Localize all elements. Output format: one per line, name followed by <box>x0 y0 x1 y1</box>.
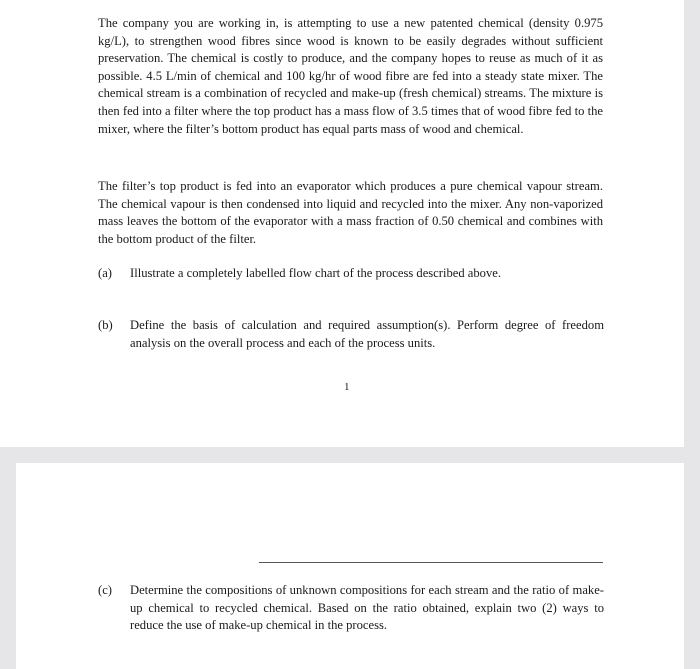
question-c-label: (c) <box>98 583 112 597</box>
question-a-text: Illustrate a completely labelled flow chart of the process described above. <box>130 266 502 280</box>
question-a-label: (a) <box>98 266 112 280</box>
question-c <box>98 582 604 635</box>
question-c-text: Determine the compositions of unknown compositions for each stream and the ratio of make-up chemical to recycled chemical. Based on the ratio obtained, explain two (2) ways to reduce the use of make-up chemical in the process. <box>130 583 604 633</box>
problem-paragraph-1: The company you are working in, is attempting to use a new patented chemical (density 0.975 kg/L), to strengthen wood fibres since wood is known to be easily degrades without sufficient preservation. The chemical is costly to produce, and the company hopes to reuse as much of it as possible. 4.5 L/min of chemical and 100 kg/hr of wood fibre are fed into a steady state mixer. The chemical stream is a combination of recycled and make-up (fresh chemical) streams. The mixture is then fed into a filter where the top product has a mass flow of 3.5 times that of wood fibre fed to the mixer, where the filter’s bottom product has equal parts mass of wood and chemical. <box>98 16 603 136</box>
page-number: 1 <box>344 381 350 393</box>
question-b-text: Define the basis of calculation and required assumption(s). Perform degree of freedom analysis on the overall process and each of the process units. <box>130 318 604 350</box>
question-a <box>98 265 604 283</box>
question-b <box>98 317 604 352</box>
page-2 <box>16 463 684 669</box>
question-b-label: (b) <box>98 318 113 332</box>
divider-line <box>259 562 603 563</box>
problem-paragraph-2: The filter’s top product is fed into an evaporator which produces a pure chemical vapour stream. The chemical vapour is then condensed into liquid and recycled into the mixer. Any non-vaporized mass leaves the bottom of the evaporator with a mass fraction of 0.50 chemical and combines with the bottom product of the filter. <box>98 179 603 246</box>
